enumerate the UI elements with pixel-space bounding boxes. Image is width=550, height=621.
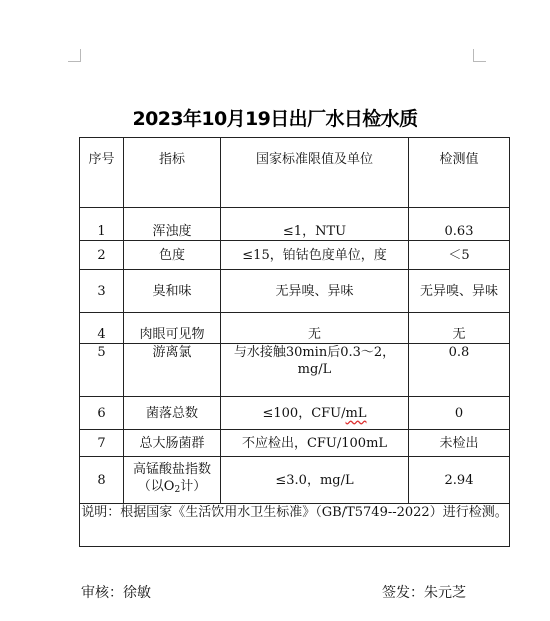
table-note-row <box>80 504 510 547</box>
row-limit: 无异嗅、异味 <box>221 270 409 313</box>
row-value: 0.8 <box>409 344 510 397</box>
indicator-prefix: （以O <box>137 479 175 494</box>
row-limit <box>221 397 409 430</box>
row-limit-unit: mL <box>345 405 367 421</box>
page-corner-mark-top-right <box>473 49 486 62</box>
table-row <box>80 270 510 313</box>
row-indicator <box>124 457 221 504</box>
table-row <box>80 313 510 344</box>
row-number: 2 <box>80 241 124 270</box>
table-row <box>80 430 510 457</box>
indicator-suffix: 计） <box>180 479 207 494</box>
row-number: 5 <box>80 344 124 397</box>
water-quality-table <box>79 137 510 547</box>
row-limit: 不应检出，CFU/100mL <box>221 430 409 457</box>
row-indicator: 游离氯 <box>124 344 221 397</box>
header-indicator: 指标 <box>124 138 221 208</box>
row-limit-prefix: ≤100，CFU/ <box>262 405 346 421</box>
table-row <box>80 208 510 241</box>
row-indicator-line2 <box>124 478 220 499</box>
row-indicator: 浑浊度 <box>124 208 221 241</box>
row-number: 1 <box>80 208 124 241</box>
row-value: ＜5 <box>409 241 510 270</box>
row-indicator: 臭和味 <box>124 270 221 313</box>
indicator-subscript: 2 <box>174 485 181 495</box>
row-indicator: 菌落总数 <box>124 397 221 430</box>
row-value: 0.63 <box>409 208 510 241</box>
row-limit: 无 <box>221 313 409 344</box>
reviewer-signature: 审核：徐敏 <box>81 585 151 601</box>
issuer-signature: 签发：朱元芝 <box>382 585 466 601</box>
row-number: 8 <box>80 457 124 504</box>
row-indicator: 肉眼可见物 <box>124 313 221 344</box>
row-limit-line2: mg/L <box>297 362 332 377</box>
row-number: 7 <box>80 430 124 457</box>
table-row <box>80 241 510 270</box>
row-value: 2.94 <box>409 457 510 504</box>
row-indicator-line1: 高锰酸盐指数 <box>132 462 211 477</box>
row-number: 4 <box>80 313 124 344</box>
row-limit: ≤1，NTU <box>221 208 409 241</box>
table-row <box>80 457 510 504</box>
table-row <box>80 397 510 430</box>
page-corner-mark-top-left <box>68 49 81 62</box>
row-number: 3 <box>80 270 124 313</box>
header-number: 序号 <box>80 138 124 208</box>
table-header-row <box>80 138 510 208</box>
row-indicator: 色度 <box>124 241 221 270</box>
row-limit: ≤3.0，mg/L <box>221 457 409 504</box>
header-standard-limit: 国家标准限值及单位 <box>221 138 409 208</box>
row-indicator: 总大肠菌群 <box>124 430 221 457</box>
row-number: 6 <box>80 397 124 430</box>
row-value: 无 <box>409 313 510 344</box>
row-limit: ≤15，铂钴色度单位，度 <box>221 241 409 270</box>
row-value: 无异嗅、异味 <box>409 270 510 313</box>
table-row <box>80 344 510 397</box>
table-note: 说明：根据国家《生活饮用水卫生标准》（GB/T5749--2022）进行检测。 <box>80 504 510 547</box>
row-value: 0 <box>409 397 510 430</box>
row-limit <box>221 344 409 397</box>
row-limit-line1: 与水接触30min后0.3～2， <box>233 345 396 360</box>
header-measured-value: 检测值 <box>409 138 510 208</box>
row-value: 未检出 <box>409 430 510 457</box>
document-title: 2023年10月19日出厂水日检水质 <box>132 108 418 130</box>
